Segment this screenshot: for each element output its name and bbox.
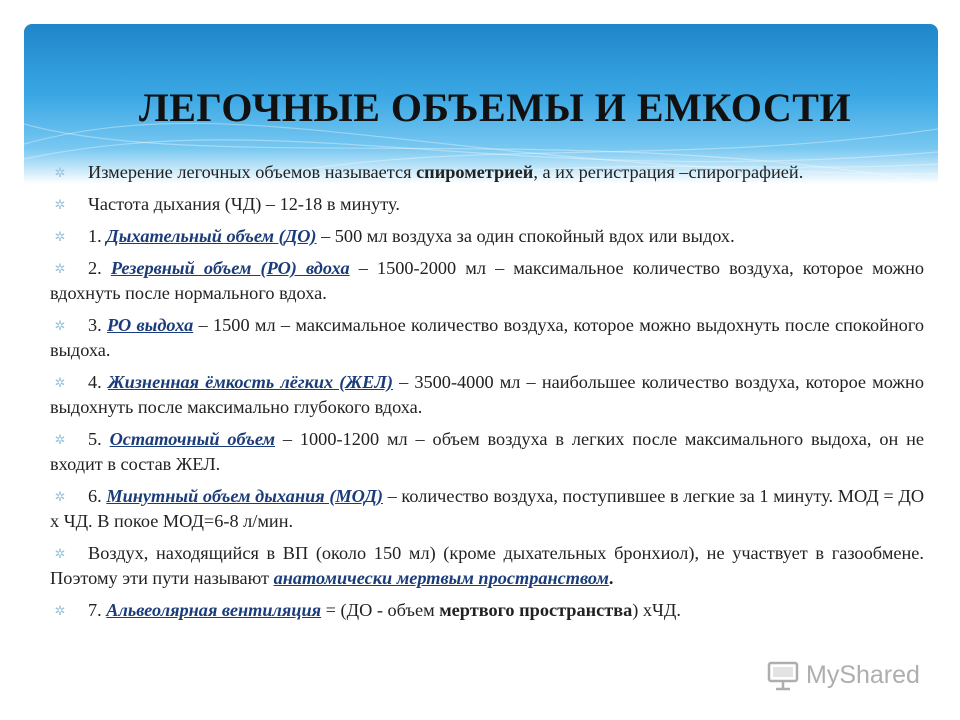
list-item [50, 598, 924, 623]
list-item [50, 427, 924, 477]
item-text: = (ДО - объем [321, 600, 440, 620]
item-text: Воздух, находящийся в ВП (около 150 мл) (кроме дыхательных бронхиол), не участвует в газообмене. Поэтому эти пути называют [50, 543, 924, 588]
watermark-text: MyShared [806, 660, 920, 689]
bullet-list [50, 160, 924, 630]
item-term: Резервный объем (РО) вдоха [110, 258, 350, 278]
item-term: Минутный объем дыхания (МОД) [106, 486, 383, 506]
item-term: Дыхательный объем (ДО) [106, 226, 317, 246]
list-item [50, 370, 924, 420]
list-item [50, 313, 924, 363]
list-item [50, 160, 924, 185]
item-text: 7. [88, 600, 107, 620]
list-item [50, 541, 924, 591]
asterisk-bullet-icon: ✲ [54, 375, 66, 390]
item-text: 1. [88, 226, 107, 246]
list-item [50, 484, 924, 534]
asterisk-bullet-icon: ✲ [54, 546, 66, 561]
item-text: 6. [88, 486, 107, 506]
item-text: – 1500 мл – максимальное количество воздуха, которое можно выдохнуть после спокойного выдоха. [50, 315, 925, 360]
asterisk-bullet-icon: ✲ [54, 197, 66, 212]
list-item [50, 192, 924, 217]
asterisk-bullet-icon: ✲ [54, 318, 66, 333]
item-term: спирометрией [416, 162, 534, 182]
item-text: ) хЧД. [632, 600, 681, 620]
item-text: – 500 мл воздуха за один спокойный вдох или выдох. [316, 226, 735, 246]
asterisk-bullet-icon: ✲ [54, 229, 66, 244]
item-text: – 3500-4000 мл – наибольшее количество воздуха, которое можно выдохнуть после максимально глубокого вдоха. [50, 372, 924, 417]
watermark[interactable] [766, 656, 920, 694]
asterisk-bullet-icon: ✲ [54, 432, 66, 447]
list-item [50, 256, 924, 306]
item-text: – количество воздуха, поступившее в легкие за 1 минуту. МОД = ДО х ЧД. В покое МОД=6-8 л/мин. [50, 486, 925, 531]
item-text: Измерение легочных объемов называется [88, 162, 417, 182]
presentation-board-icon [766, 658, 800, 692]
item-text: Частота дыхания (ЧД) – 12-18 в минуту. [88, 194, 400, 214]
item-term: Остаточный объем [109, 429, 276, 449]
item-term: Жизненная ёмкость лёгких (ЖЕЛ) [107, 372, 393, 392]
slide-title: ЛЕГОЧНЫЕ ОБЪЕМЫ И ЕМКОСТИ [138, 85, 852, 130]
asterisk-bullet-icon: ✲ [54, 489, 66, 504]
item-bold: мертвого пространства [439, 600, 633, 620]
item-text: . [608, 568, 614, 588]
item-text: 2. [88, 258, 111, 278]
item-text: – 1000-1200 мл – объем воздуха в легких после максимального выдоха, он не входит в состав ЖЕЛ. [50, 429, 925, 474]
item-text: 3. [88, 315, 108, 335]
item-term: Альвеолярная вентиляция [106, 600, 322, 620]
item-text: 5. [88, 429, 110, 449]
list-item [50, 224, 924, 249]
asterisk-bullet-icon: ✲ [54, 261, 66, 276]
item-text: 4. [88, 372, 108, 392]
asterisk-bullet-icon: ✲ [54, 165, 66, 180]
item-term: анатомически мертвым пространством [273, 568, 609, 588]
asterisk-bullet-icon: ✲ [54, 603, 66, 618]
item-term: РО выдоха [107, 315, 194, 335]
item-text: , а их регистрация –спирографией. [533, 162, 804, 182]
item-text: – 1500-2000 мл – максимальное количество воздуха, которое можно вдохнуть после нормального вдоха. [50, 258, 924, 303]
